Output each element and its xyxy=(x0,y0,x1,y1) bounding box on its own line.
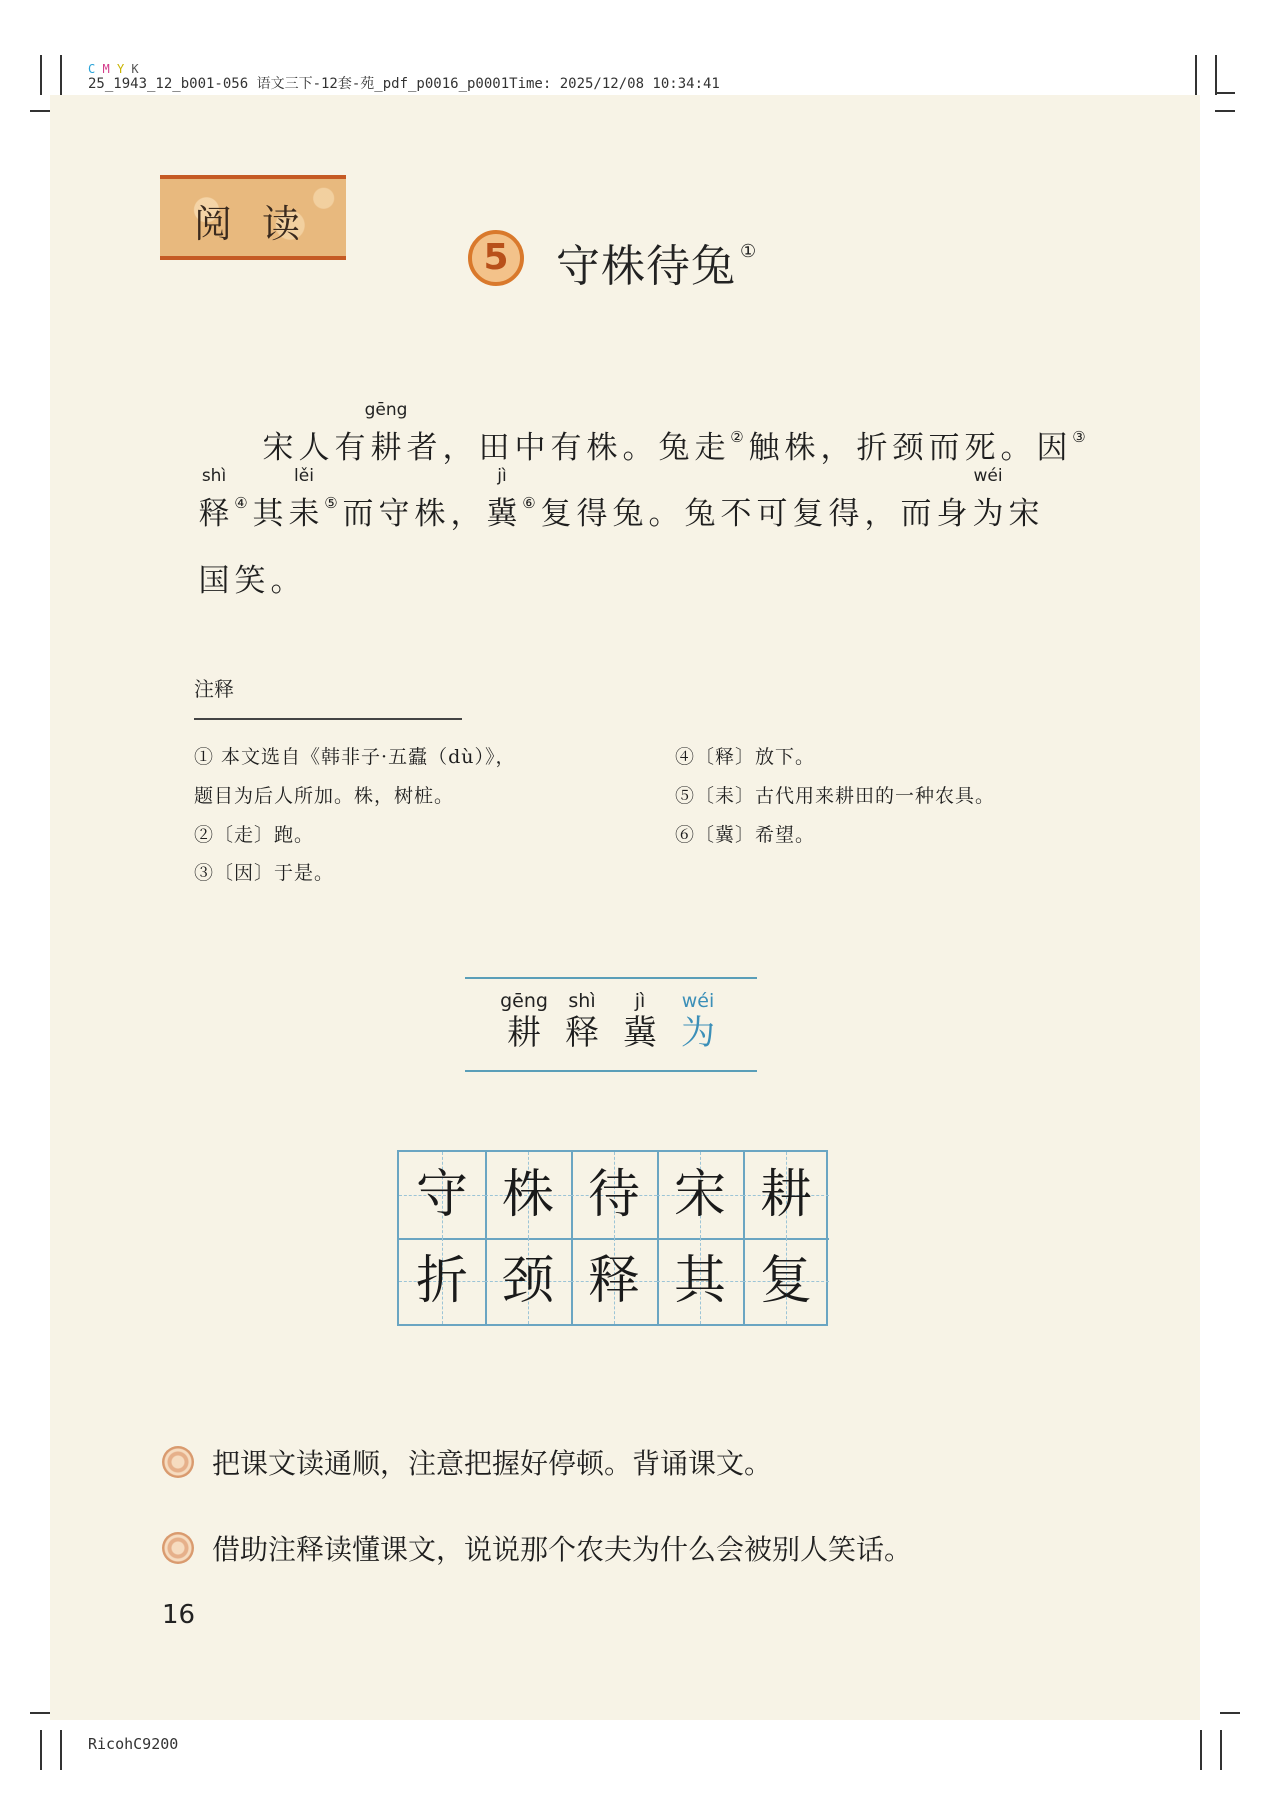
text-char xyxy=(970,466,1006,533)
text-char-glyph: 株 xyxy=(784,430,816,466)
new-word xyxy=(495,990,553,1052)
task-item: 把课文读通顺，注意把握好停顿。背诵课文。 xyxy=(212,1447,773,1480)
text-char-glyph: 而 xyxy=(342,496,374,532)
note-item: 题目为后人所加。株，树桩。 xyxy=(194,785,455,807)
text-char xyxy=(826,488,862,533)
text-char-glyph: 国 xyxy=(198,563,230,599)
text-char xyxy=(620,422,656,467)
text-char-glyph: ， xyxy=(820,430,852,466)
text-char xyxy=(682,488,718,533)
text-char-glyph: 触 xyxy=(748,430,780,466)
text-char xyxy=(412,488,448,533)
text-char xyxy=(448,488,484,533)
text-char-glyph: 兔 xyxy=(684,496,716,532)
text-char-glyph: 。 xyxy=(648,496,680,532)
text-char-glyph: 中 xyxy=(514,430,546,466)
text-char xyxy=(548,422,584,467)
crop-mark xyxy=(30,1712,50,1714)
text-char xyxy=(232,555,268,600)
text-char xyxy=(340,488,376,533)
text-line-1 xyxy=(260,400,1088,467)
text-char xyxy=(584,422,620,467)
text-char xyxy=(890,422,926,467)
text-char-glyph: 得 xyxy=(828,496,860,532)
text-char-glyph: 株 xyxy=(586,430,618,466)
text-char-glyph: 走 xyxy=(694,430,726,466)
crop-mark xyxy=(30,110,50,112)
text-char xyxy=(790,488,826,533)
new-word-pinyin: wéi xyxy=(681,990,715,1012)
print-file-info: 25_1943_12_b001-056 语文三下-12套-苑_pdf_p0016_p0001Time: 2025/12/08 10:34:41 xyxy=(88,76,720,92)
text-char-glyph: 田 xyxy=(478,430,510,466)
crop-mark xyxy=(1195,55,1197,95)
text-char xyxy=(656,422,692,467)
text-char xyxy=(818,422,854,467)
text-char xyxy=(926,422,962,467)
new-word xyxy=(611,990,669,1052)
text-char xyxy=(376,488,412,533)
text-char-glyph: 兔 xyxy=(612,496,644,532)
footnote-mark: ④ xyxy=(234,494,248,512)
note-item: ⑥〔冀〕希望。 xyxy=(675,824,816,846)
text-char-glyph: 。 xyxy=(622,430,654,466)
text-char xyxy=(512,422,548,467)
crop-mark xyxy=(60,1730,62,1770)
text-char xyxy=(746,422,782,467)
grid-cell: 释 xyxy=(571,1238,659,1324)
section-tag-label: 阅读 xyxy=(194,202,331,246)
note-item: ③〔因〕于是。 xyxy=(194,862,335,884)
note-item: ②〔走〕跑。 xyxy=(194,824,315,846)
text-char-glyph: 颈 xyxy=(892,430,924,466)
text-char xyxy=(718,488,754,533)
text-char xyxy=(862,488,898,533)
task-bullet-icon xyxy=(162,1532,194,1564)
crop-mark xyxy=(1215,92,1235,94)
text-char xyxy=(962,422,998,467)
text-char xyxy=(646,488,682,533)
crop-mark xyxy=(40,55,42,95)
footnote-mark: ⑥ xyxy=(522,494,536,512)
word-box-bottom-rule xyxy=(465,1070,757,1072)
new-word xyxy=(553,990,611,1052)
crop-mark xyxy=(60,55,62,95)
text-char xyxy=(476,422,512,467)
text-char-glyph: 其 xyxy=(252,496,284,532)
lesson-title-text: 守株待兔 xyxy=(556,241,736,292)
text-char-glyph: 身 xyxy=(936,496,968,532)
text-char xyxy=(692,422,728,467)
new-word-polyphone xyxy=(669,990,727,1052)
text-char xyxy=(610,488,646,533)
text-char-glyph: 死 xyxy=(964,430,996,466)
text-char-glyph: ， xyxy=(864,496,896,532)
pinyin-annotation: gēng xyxy=(364,400,408,420)
text-char-glyph: 有 xyxy=(334,430,366,466)
grid-cell: 复 xyxy=(743,1238,829,1324)
crop-mark xyxy=(40,1730,42,1770)
crop-mark xyxy=(1200,1730,1202,1770)
text-char-glyph: 宋 xyxy=(1008,496,1040,532)
lesson-number-badge: 5 xyxy=(468,230,524,286)
crop-mark xyxy=(1220,1712,1240,1714)
text-char-glyph: 有 xyxy=(550,430,582,466)
text-char-glyph: 为 xyxy=(972,496,1004,532)
pinyin-annotation: jì xyxy=(497,466,507,486)
grid-cell: 株 xyxy=(485,1152,573,1240)
grid-cell: 守 xyxy=(399,1152,487,1240)
grid-cell: 宋 xyxy=(657,1152,745,1240)
text-char-glyph: 。 xyxy=(1000,430,1032,466)
text-char xyxy=(484,466,520,533)
new-word-pinyin: shì xyxy=(568,990,596,1012)
note-item: ⑤〔耒〕古代用来耕田的一种农具。 xyxy=(675,785,996,807)
text-char-glyph: 者 xyxy=(406,430,438,466)
new-word-pinyin: jì xyxy=(634,990,646,1012)
text-char-glyph: 因 xyxy=(1036,430,1068,466)
text-char-glyph: 释 xyxy=(198,496,230,532)
section-tag-reading xyxy=(160,175,346,260)
writing-grid xyxy=(397,1150,828,1326)
text-char-glyph: 而 xyxy=(900,496,932,532)
footnote-mark: ⑤ xyxy=(324,494,338,512)
text-char-glyph: 守 xyxy=(378,496,410,532)
grid-cell: 其 xyxy=(657,1238,745,1324)
text-char xyxy=(934,488,970,533)
grid-cell: 颈 xyxy=(485,1238,573,1324)
text-char xyxy=(854,422,890,467)
title-footnote-mark: ① xyxy=(740,241,758,262)
text-line-3 xyxy=(196,555,304,600)
page-number: 16 xyxy=(162,1600,196,1630)
text-char-glyph: 宋 xyxy=(262,430,294,466)
text-char xyxy=(574,488,610,533)
text-char xyxy=(196,555,232,600)
text-char-glyph: 株 xyxy=(414,496,446,532)
text-char xyxy=(260,422,296,467)
text-char xyxy=(898,488,934,533)
text-char xyxy=(250,488,286,533)
grid-cell: 耕 xyxy=(743,1152,829,1240)
pinyin-annotation: lěi xyxy=(294,466,314,486)
text-char xyxy=(332,422,368,467)
crop-mark xyxy=(1215,110,1235,112)
text-char-glyph: 可 xyxy=(756,496,788,532)
text-char-glyph: 。 xyxy=(270,563,302,599)
text-char xyxy=(754,488,790,533)
text-char xyxy=(998,422,1034,467)
text-char-glyph: 复 xyxy=(792,496,824,532)
text-char xyxy=(268,555,304,600)
crop-mark xyxy=(1220,1730,1222,1770)
text-char-glyph: 复 xyxy=(540,496,572,532)
text-char-glyph: 冀 xyxy=(486,496,518,532)
footnote-mark: ③ xyxy=(1072,428,1086,446)
new-word-char: 冀 xyxy=(623,1013,657,1053)
grid-cell: 折 xyxy=(399,1238,487,1324)
text-char xyxy=(364,400,408,467)
pinyin-annotation: shì xyxy=(201,466,227,486)
text-char xyxy=(782,422,818,467)
text-char xyxy=(1006,488,1042,533)
cmyk-marks: C M Y K xyxy=(88,62,139,76)
word-box-top-rule xyxy=(465,977,757,979)
new-word-char: 为 xyxy=(681,1013,715,1053)
new-word-char: 释 xyxy=(565,1013,599,1053)
text-char xyxy=(196,466,232,533)
text-char-glyph: 不 xyxy=(720,496,752,532)
pinyin-annotation: wéi xyxy=(973,466,1003,486)
text-line-2 xyxy=(196,466,1042,533)
task-bullet-icon xyxy=(162,1446,194,1478)
text-char xyxy=(1034,422,1070,467)
text-char-glyph: ， xyxy=(442,430,474,466)
text-char xyxy=(286,466,322,533)
grid-cell: 待 xyxy=(571,1152,659,1240)
text-char-glyph: 耕 xyxy=(370,430,402,466)
lesson-title xyxy=(556,230,757,294)
text-char-glyph: 得 xyxy=(576,496,608,532)
text-char xyxy=(296,422,332,467)
text-char xyxy=(538,488,574,533)
crop-mark xyxy=(1215,55,1217,95)
text-char-glyph: 耒 xyxy=(288,496,320,532)
text-char xyxy=(440,422,476,467)
new-word-pinyin: gēng xyxy=(500,990,548,1012)
text-char-glyph: 人 xyxy=(298,430,330,466)
printer-label: RicohC9200 xyxy=(88,1735,179,1753)
text-char-glyph: 折 xyxy=(856,430,888,466)
new-word-char: 耕 xyxy=(507,1013,541,1053)
task-item: 借助注释读懂课文，说说那个农夫为什么会被别人笑话。 xyxy=(212,1533,913,1566)
footnote-mark: ② xyxy=(730,428,744,446)
text-char-glyph: 而 xyxy=(928,430,960,466)
note-item: ① 本文选自《韩非子·五蠹（dù）》， xyxy=(194,746,516,768)
notes-heading: 注释 xyxy=(194,677,234,701)
notes-divider xyxy=(194,718,462,720)
text-char-glyph: 笑 xyxy=(234,563,266,599)
text-char-glyph: 兔 xyxy=(658,430,690,466)
note-item: ④〔释〕放下。 xyxy=(675,746,816,768)
text-char xyxy=(404,422,440,467)
text-char-glyph: ， xyxy=(450,496,482,532)
